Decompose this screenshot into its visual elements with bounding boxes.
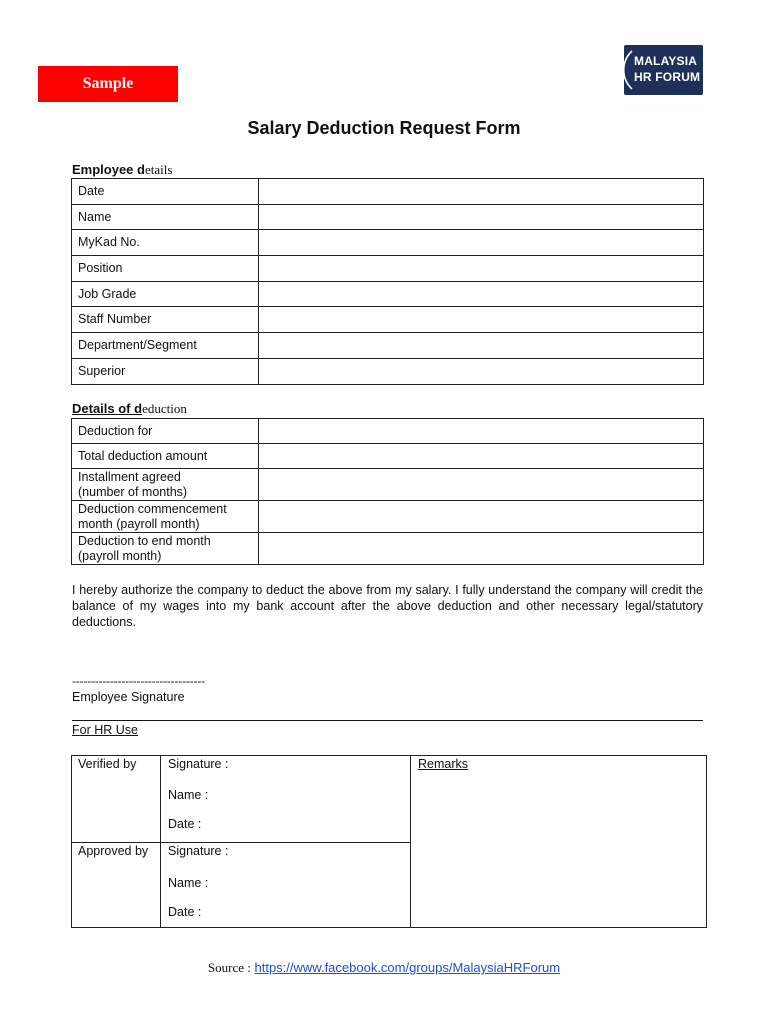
deduction-row (72, 469, 704, 501)
deduction-heading-bold: Details of d (72, 401, 143, 416)
field-label: Department/Segment (72, 333, 259, 359)
form-title: Salary Deduction Request Form (247, 118, 521, 138)
column-divider (410, 756, 411, 927)
deduction-row (72, 419, 704, 444)
field-label (72, 501, 259, 533)
field-label-line: (number of months) (78, 484, 188, 499)
deduction-details-table (71, 418, 704, 565)
employee-row (72, 281, 704, 307)
field-label (72, 469, 259, 501)
approved-date-field[interactable]: Date : (168, 905, 202, 919)
for-hr-use-heading: For HR Use (72, 723, 138, 737)
field-label-line: Deduction for (78, 423, 153, 438)
employee-heading-bold: Employee d (72, 162, 145, 177)
verified-name-field[interactable]: Name : (168, 788, 209, 802)
approved-by-label: Approved by (78, 844, 149, 858)
field-value-cell[interactable] (259, 469, 704, 501)
employee-row (72, 256, 704, 282)
field-label-line: Installment agreed (78, 469, 181, 484)
field-label: MyKad No. (72, 230, 259, 256)
divider (72, 720, 703, 721)
employee-row (72, 179, 704, 205)
field-label-line: (payroll month) (78, 548, 162, 563)
field-label: Name (72, 204, 259, 230)
malaysia-hr-forum-logo (624, 45, 703, 95)
field-value-cell[interactable] (259, 230, 704, 256)
field-value-cell[interactable] (259, 501, 704, 533)
hr-use-table (71, 755, 707, 928)
row-divider (72, 842, 410, 843)
verified-date-field[interactable]: Date : (168, 817, 202, 831)
employee-row (72, 307, 704, 333)
field-value-cell[interactable] (259, 533, 704, 565)
field-value-cell[interactable] (259, 444, 704, 469)
field-label: Staff Number (72, 307, 259, 333)
deduction-details-heading (72, 401, 187, 417)
source-link[interactable]: https://www.facebook.com/groups/MalaysiaHRForum (254, 960, 561, 975)
employee-details-table (71, 178, 704, 385)
field-value-cell[interactable] (259, 281, 704, 307)
remarks-label: Remarks (418, 757, 469, 771)
field-label: Position (72, 256, 259, 282)
field-value-cell[interactable] (259, 333, 704, 359)
signature-line: ----------------------------------- (72, 674, 205, 688)
field-value-cell[interactable] (259, 204, 704, 230)
approved-signature-field[interactable]: Signature : (168, 844, 229, 858)
deduction-row (72, 501, 704, 533)
deduction-row (72, 444, 704, 469)
field-label-line: Deduction to end month (78, 533, 211, 548)
logo-line-2: HR FORUM (634, 70, 701, 84)
field-label-line: Total deduction amount (78, 448, 208, 463)
field-value-cell[interactable] (259, 256, 704, 282)
field-label-line: month (payroll month) (78, 516, 200, 531)
verified-by-label: Verified by (78, 757, 137, 771)
deduction-row (72, 533, 704, 565)
deduction-heading-rest: eduction (142, 401, 187, 416)
employee-heading-rest: etails (144, 162, 173, 177)
employee-row (72, 204, 704, 230)
employee-row (72, 358, 704, 384)
source-label: Source : (207, 960, 251, 975)
authorization-statement: I hereby authorize the company to deduct the above from my salary. I fully understand the company will credit the balance of my wages into my bank account after the above deduction and other necessary legal/statutory deductions. (72, 583, 703, 629)
field-value-cell[interactable] (259, 307, 704, 333)
employee-row (72, 333, 704, 359)
employee-row (72, 230, 704, 256)
field-label: Job Grade (72, 281, 259, 307)
field-label: Date (72, 179, 259, 205)
verified-signature-field[interactable]: Signature : (168, 757, 229, 771)
footer-source (0, 960, 768, 976)
employee-details-heading (72, 162, 172, 178)
field-value-cell[interactable] (259, 419, 704, 444)
field-label (72, 444, 259, 469)
field-label-line: Deduction commencement (78, 501, 227, 516)
field-label: Superior (72, 358, 259, 384)
approved-name-field[interactable]: Name : (168, 876, 209, 890)
field-label (72, 419, 259, 444)
field-value-cell[interactable] (259, 179, 704, 205)
field-label (72, 533, 259, 565)
logo-line-1: MALAYSIA (634, 54, 698, 68)
field-value-cell[interactable] (259, 358, 704, 384)
sample-badge: Sample (38, 66, 178, 102)
employee-signature-label: Employee Signature (72, 690, 185, 704)
